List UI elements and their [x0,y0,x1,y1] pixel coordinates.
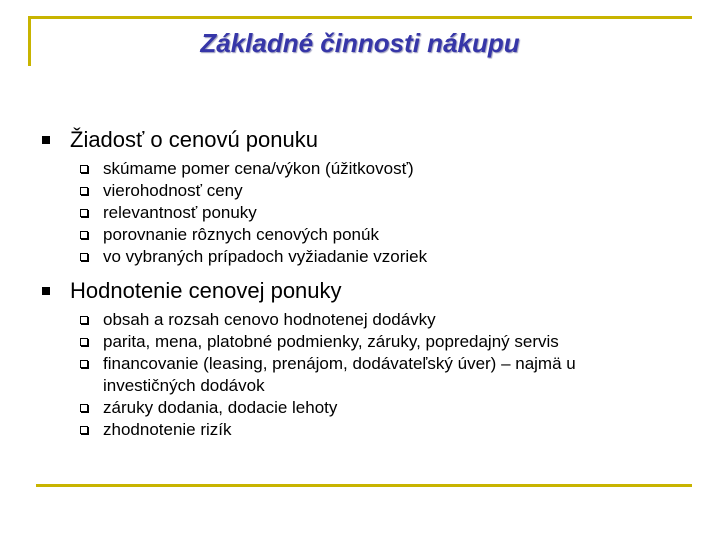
list-item-text: skúmame pomer cena/výkon (úžitkovosť) [103,159,414,178]
hollow-square-bullet-icon [80,231,88,239]
frame-bottom-line [36,484,692,487]
section-heading: Hodnotenie cenovej ponuky [70,278,342,303]
hollow-square-bullet-icon [80,360,88,368]
list-item-text: vo vybraných prípadoch vyžiadanie vzoriek [103,247,428,266]
list-item-text: parita, mena, platobné podmienky, záruky, popredajný servis [103,332,559,351]
hollow-square-bullet-icon [80,253,88,261]
filled-square-bullet-icon [42,136,50,144]
list-item [80,397,663,419]
section-offer-evaluation [40,276,700,441]
list-item [80,419,663,441]
section-heading: Žiadosť o cenovú ponuku [70,127,318,152]
section-price-request [40,125,700,268]
hollow-square-bullet-icon [80,187,88,195]
list-item-text: financovanie (leasing, prenájom, dodávateľský úver) – najmä u investičných dodávok [103,354,576,395]
list-item-text: relevantnosť ponuky [103,203,257,222]
hollow-square-bullet-icon [80,404,88,412]
hollow-square-bullet-icon [80,426,88,434]
list-item [80,158,663,180]
hollow-square-bullet-icon [80,316,88,324]
list-item-text: obsah a rozsah cenovo hodnotenej dodávky [103,310,436,329]
section-heading-item [40,276,700,306]
frame-top-line [28,16,692,19]
list-item-text: porovnanie rôznych cenových ponúk [103,225,379,244]
slide-title: Základné činnosti nákupu [200,28,520,58]
list-item-text: zhodnotenie rizík [103,420,232,439]
hollow-square-bullet-icon [80,209,88,217]
list-item [80,309,663,331]
hollow-square-bullet-icon [80,338,88,346]
list-item [80,353,663,397]
list-item [80,331,663,353]
slide-content [40,125,700,449]
list-item-text: vierohodnosť ceny [103,181,243,200]
list-item [80,180,663,202]
list-item [80,246,663,268]
sub-list [40,158,700,268]
hollow-square-bullet-icon [80,165,88,173]
list-item-text: záruky dodania, dodacie lehoty [103,398,338,417]
section-heading-item [40,125,700,155]
sub-list [40,309,700,441]
list-item [80,224,663,246]
list-item [80,202,663,224]
filled-square-bullet-icon [42,287,50,295]
